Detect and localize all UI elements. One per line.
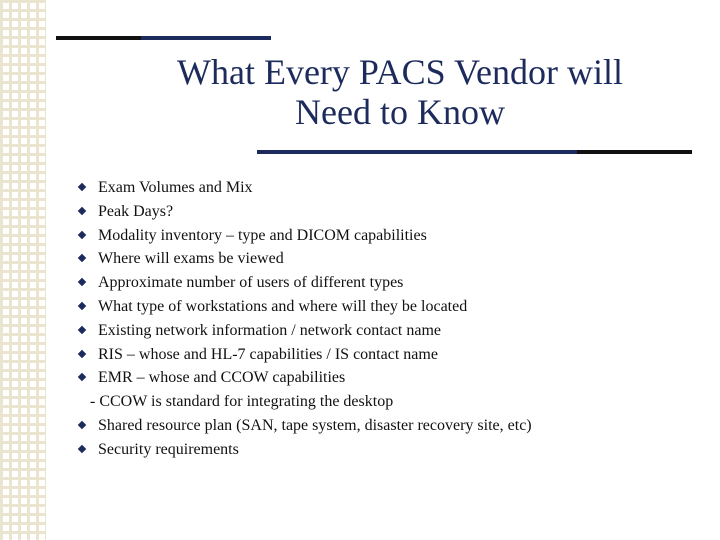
diamond-bullet-icon [78,445,86,453]
title-rule-bottom-blue [257,150,577,154]
diamond-bullet-icon [78,230,86,238]
bullet-text: Existing network information / network contact name [98,321,442,339]
bullet-item [76,414,696,438]
diamond-bullet-icon [78,326,86,334]
diamond-bullet-icon [78,421,86,429]
diamond-bullet-icon [78,302,86,310]
bullet-text: RIS – whose and HL-7 capabilities / IS contact name [98,345,438,363]
bullet-text: Shared resource plan (SAN, tape system, disaster recovery site, etc) [98,416,532,434]
bullet-text: EMR – whose and CCOW capabilities [98,369,346,387]
bullet-item [76,271,696,295]
diamond-bullet-icon [78,278,86,286]
diamond-bullet-icon [78,373,86,381]
diamond-bullet-icon [78,207,86,215]
bullet-item [76,224,696,248]
diamond-bullet-icon [78,349,86,357]
bullet-text: Peak Days? [98,202,174,220]
bullet-item [76,200,696,224]
bullet-text: Approximate number of users of different types [98,274,404,292]
slide-title [140,52,660,132]
slide-title-line-1: What Every PACS Vendor will [177,52,623,92]
bullet-text: Security requirements [98,440,239,458]
bullet-text: Modality inventory – type and DICOM capabilities [98,226,427,244]
bullet-item [76,176,696,200]
bullet-text: Exam Volumes and Mix [98,179,253,196]
slide-title-line-2: Need to Know [295,92,505,132]
title-rule-top-dark [56,36,141,40]
bullet-text: - CCOW is standard for integrating the desktop [90,393,394,411]
bullet-text: Where will exams be viewed [98,250,284,268]
sub-bullet-item [76,390,696,414]
bullet-item [76,295,696,319]
diamond-bullet-icon [78,254,86,262]
diamond-bullet-icon [78,183,86,191]
bullet-text: What type of workstations and where will they be located [98,297,468,315]
bullet-list [76,176,696,462]
title-rule-bottom-dark [577,150,692,154]
bullet-item [76,319,696,343]
checker-pattern-decoration [0,0,46,540]
bullet-item [76,438,696,462]
title-rule-top-blue [141,36,271,40]
bullet-item [76,366,696,390]
bullet-item [76,247,696,271]
bullet-item [76,343,696,367]
